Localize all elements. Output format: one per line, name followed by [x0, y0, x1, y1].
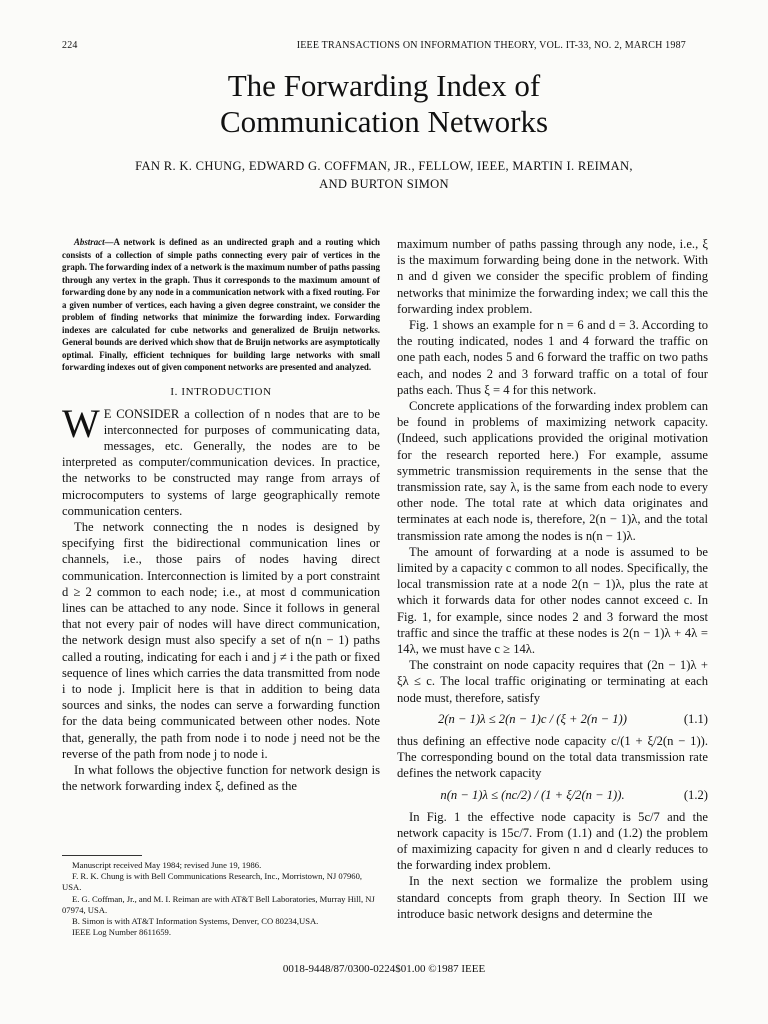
right-paragraph-5: The constraint on node capacity requires that (2n − 1)λ + ξλ ≤ c. The local traffic originating or terminating at each node must, therefore, satisfy	[397, 658, 708, 705]
authors-line-2: AND BURTON SIMON	[319, 177, 449, 191]
footnote-coffman-reiman: E. G. Coffman, Jr., and M. I. Reiman are with AT&T Bell Laboratories, Murray Hill, NJ 07974, USA.	[62, 893, 375, 915]
intro-paragraph-1-text: E CONSIDER a collection of n nodes that are to be interconnected for purposes of communicating data, messages, etc. Generally, the nodes are to be interpreted as computer/communication devices. In practice, the networks to be constructed may range from arrays of microcomputers to systems of large geographically remote communication centers.	[62, 406, 380, 518]
section-heading-introduction: I. INTRODUCTION	[170, 385, 272, 398]
authors-line-1: FAN R. K. CHUNG, EDWARD G. COFFMAN, JR., FELLOW, IEEE, MARTIN I. REIMAN,	[135, 159, 633, 173]
right-paragraph-2: Fig. 1 shows an example for n = 6 and d = 3. According to the routing indicated, nodes 1 and 4 forward the traffic on one path each, nodes 5 and 6 forward the traffic on two paths each, and nodes 2 and 3 forward traffic on a total of four paths each. Thus ξ = 4 for this network.	[397, 318, 708, 397]
footnotes	[62, 855, 380, 938]
footnote-log-number: IEEE Log Number 8611659.	[72, 927, 171, 938]
equation-1-1-number: (1.1)	[683, 711, 708, 726]
equation-1-2-expression: n(n − 1)λ ≤ (nc/2) / (1 + ξ/2(n − 1)).	[440, 787, 625, 802]
footnote-chung: F. R. K. Chung is with Bell Communications Research, Inc., Morristown, NJ 07960, USA.	[62, 871, 363, 893]
intro-paragraph-3: In what follows the objective function for network design is the network forwarding index ξ, defined as the	[62, 762, 380, 794]
left-column	[62, 236, 380, 794]
footnote-simon: B. Simon is with AT&T Information Systems, Denver, CO 80234,USA.	[72, 916, 319, 927]
abstract-lead: Abstract—	[74, 237, 114, 247]
footnote-rule	[62, 855, 142, 856]
abstract	[62, 236, 380, 374]
right-paragraph-3: Concrete applications of the forwarding index problem can be found in problems of maximizing network capacity. (Indeed, such applications provided the original motivation for the research reported here.) For example, assume symmetric transmission requirements in the sense that the transmission rate, say λ, is the same from each node to every other node. The total rate at which data originates and terminates at each node is, therefore, 2(n − 1)λ, and the total transmission rate among the nodes is n(n − 1)λ.	[397, 399, 708, 543]
right-paragraph-8: In the next section we formalize the problem using standard concepts from graph theory. In Section III we introduce basic network designs and determine the	[397, 874, 708, 921]
drop-cap: W	[62, 400, 100, 446]
author-list	[0, 157, 768, 193]
equation-1-2	[397, 788, 708, 803]
equation-1-1	[397, 712, 708, 727]
page-number: 224	[62, 40, 78, 51]
intro-paragraph-2: The network connecting the n nodes is designed by specifying first the bidirectional communication lines or channels, i.e., those pairs of nodes having direct communication. Interconnection is limited by a port constraint d ≥ 2 common to each node; i.e., at most d communication lines can be attached to any node. Since it follows in general that not every pair of nodes will have direct communication, the network design must also specify a set of n(n − 1) paths called a routing, indicating for each i and j ≠ i the path or fixed sequence of lines which carries the data transmitted from node i to node j. Implicit here is that in addition to being data sources and sinks, the nodes can serve a forwarding function for the data being communicated between other nodes. Note that, generally, the path from node i to node j need not be the reverse of the path from node j to node i.	[62, 519, 380, 761]
right-paragraph-7: In Fig. 1 the effective node capacity is 5c/7 and the network capacity is 15c/7. From (1.1) and (1.2) the problem of maximizing capacity for given n and d clearly reduces to the forwarding index problem.	[397, 809, 708, 873]
intro-paragraph-1	[62, 400, 380, 519]
right-paragraph-4: The amount of forwarding at a node is assumed to be limited by a capacity c common to all nodes. Specifically, the local transmission rate at a node 2(n − 1)λ, plus the rate at which it forwards data for other nodes cannot exceed c. In Fig. 1, for example, since nodes 2 and 3 forward the most traffic and since the traffic at these nodes is 2(n − 1)λ + 4λ = 14λ, we must have c ≥ 14λ.	[397, 544, 708, 657]
abstract-text: A network is defined as an undirected graph and a routing which consists of a collection of simple paths connecting every pair of vertices in the graph. The forwarding index of a network is the maximum number of paths passing through any vertex in the graph. Thus it corresponds to the maximum amount of forwarding done by any node in a communication network with a fixed routing. For a given number of vertices, each having a given degree constraint, we consider the problem of finding networks that minimize the forwarding index. Forwarding indexes are calculated for cube networks and generalized de Bruijn networks. General bounds are derived which show that de Bruijn networks are asymptotically optimal. Finally, efficient techniques for building large networks with small forwarding indexes out of given component networks are presented and analyzed.	[62, 237, 380, 372]
right-paragraph-1: maximum number of paths passing through any node, i.e., ξ is the maximum forwarding being done in the network. With n and d given we consider the specific problem of finding networks that minimize the forwarding index; we call this the forwarding index problem.	[397, 237, 708, 316]
right-column	[397, 236, 708, 922]
right-paragraph-6: thus defining an effective node capacity c/(1 + ξ/2(n − 1)). The corresponding bound on the total data transmission rate defines the network capacity	[397, 733, 708, 781]
paper-title	[0, 68, 768, 140]
equation-1-1-expression: 2(n − 1)λ ≤ 2(n − 1)c / (ξ + 2(n − 1))	[438, 711, 627, 726]
footnote-manuscript: Manuscript received May 1984; revised June 19, 1986.	[72, 860, 262, 870]
copyright-footer: 0018-9448/87/0300-0224$01.00 ©1987 IEEE	[282, 963, 486, 975]
title-line-1: The Forwarding Index of	[227, 68, 541, 103]
equation-1-2-number: (1.2)	[683, 787, 708, 802]
title-line-2: Communication Networks	[219, 104, 549, 139]
journal-header: IEEE TRANSACTIONS ON INFORMATION THEORY, VOL. IT-33, NO. 2, MARCH 1987	[296, 40, 686, 51]
left-body-text	[62, 400, 380, 795]
